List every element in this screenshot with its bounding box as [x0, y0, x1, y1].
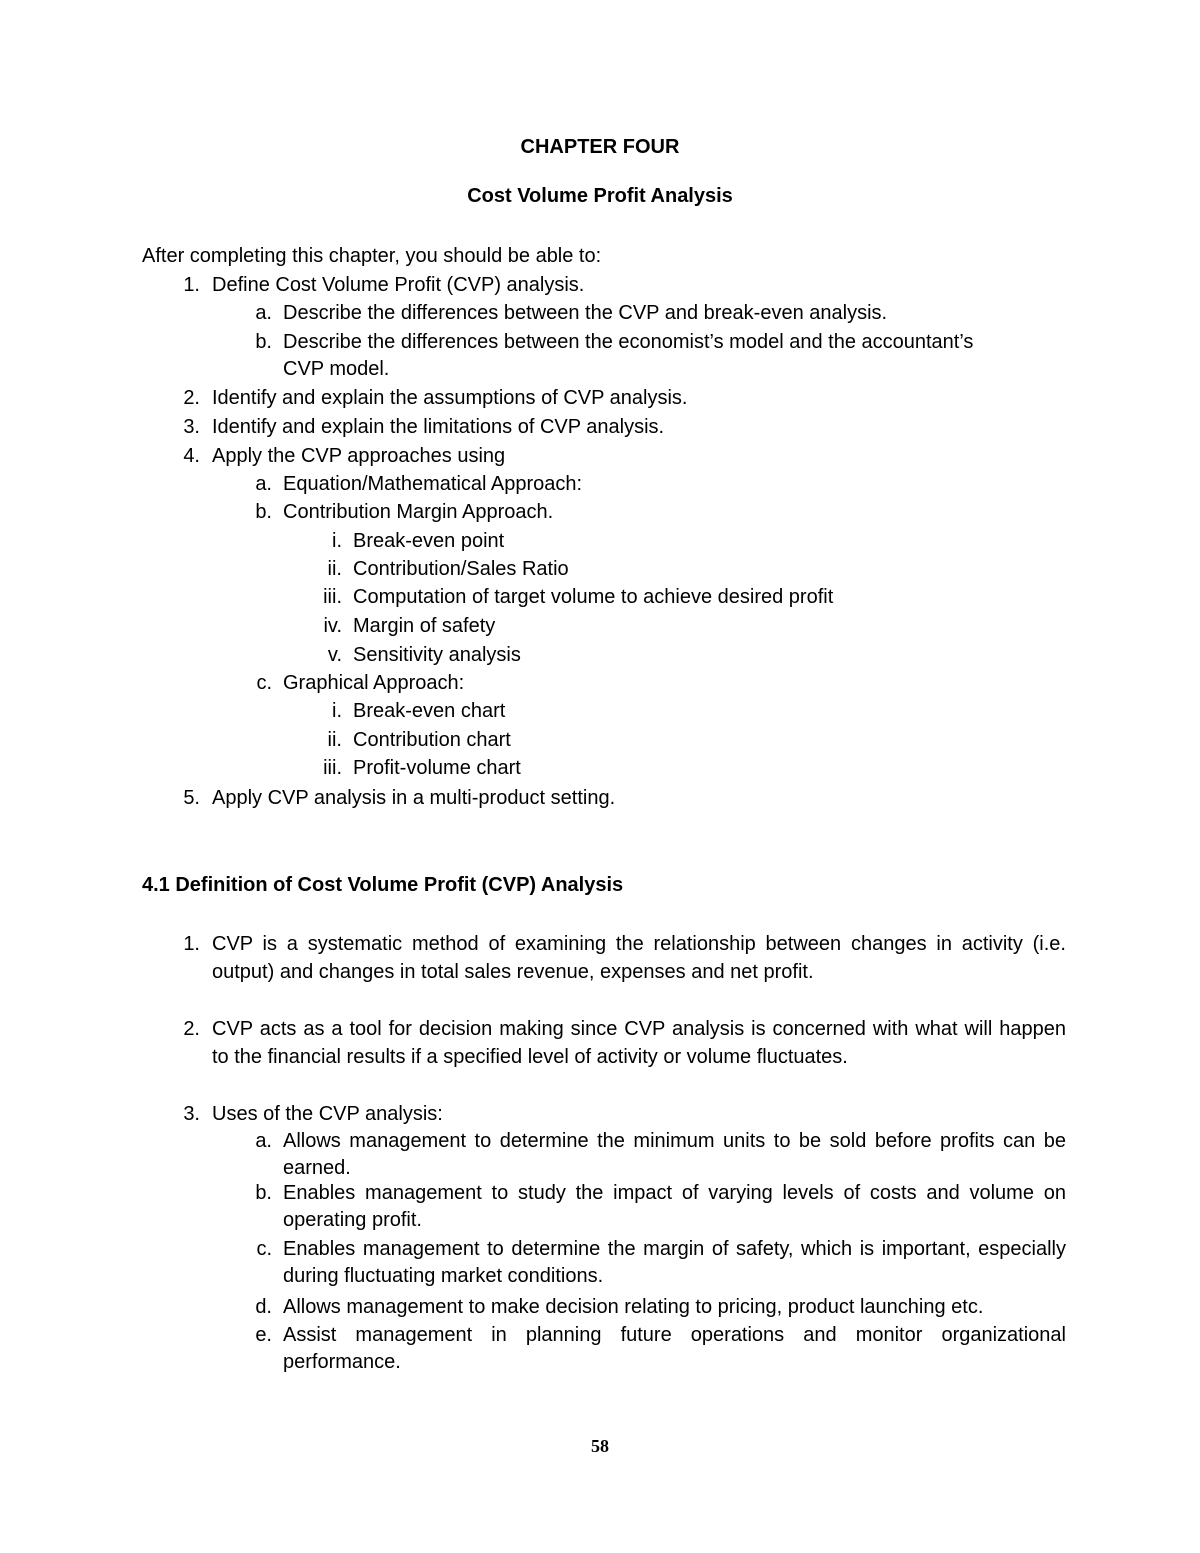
list-marker: c.: [256, 672, 272, 694]
list-marker: iii.: [323, 586, 342, 608]
list-marker: b.: [255, 501, 272, 523]
list-marker: 2.: [183, 387, 200, 409]
list-text: Margin of safety: [353, 615, 496, 637]
chapter-subtitle: Cost Volume Profit Analysis: [467, 185, 733, 207]
list-marker: ii.: [327, 729, 342, 751]
list-marker: i.: [332, 530, 342, 552]
list-text: CVP acts as a tool for decision making since CVP analysis is concerned with what will happen to the financial results if a specified level of activity or volume fluctuates.: [212, 1018, 1066, 1068]
list-text: Profit-volume chart: [353, 757, 521, 779]
list-text: Break-even chart: [353, 700, 506, 722]
list-text: Enables management to study the impact of varying levels of costs and volume on operating profit.: [283, 1182, 1066, 1231]
list-marker: a.: [255, 473, 272, 495]
list-text: CVP model.: [283, 358, 390, 380]
list-text: Uses of the CVP analysis:: [212, 1103, 443, 1125]
list-marker: ii.: [327, 558, 342, 580]
list-text: Contribution chart: [353, 729, 511, 751]
list-text: Allows management to make decision relating to pricing, product launching etc.: [283, 1296, 984, 1318]
list-text: Equation/Mathematical Approach:: [283, 473, 583, 495]
list-text: Assist management in planning future operations and monitor organizational performance.: [283, 1324, 1066, 1373]
page-number: 58: [591, 1436, 609, 1456]
list-marker: iii.: [323, 757, 342, 779]
list-marker: d.: [255, 1296, 272, 1318]
list-marker: i.: [332, 700, 342, 722]
list-text: Define Cost Volume Profit (CVP) analysis.: [212, 274, 585, 296]
list-text: Enables management to determine the margin of safety, which is important, especially during fluctuating market conditions.: [283, 1238, 1066, 1287]
chapter-title: CHAPTER FOUR: [520, 136, 680, 158]
list-marker: iv.: [323, 615, 342, 637]
list-marker: 1.: [183, 933, 200, 955]
list-text: Sensitivity analysis: [353, 644, 521, 666]
list-text: Describe the differences between the CVP and break-even analysis.: [283, 302, 888, 324]
list-marker: 3.: [183, 1103, 200, 1125]
section-heading: 4.1 Definition of Cost Volume Profit (CVP) Analysis: [142, 874, 624, 896]
list-marker: a.: [255, 302, 272, 324]
list-marker: 1.: [183, 274, 200, 296]
list-text: Identify and explain the assumptions of CVP analysis.: [212, 387, 688, 409]
list-marker: a.: [255, 1130, 272, 1152]
list-text: Break-even point: [353, 530, 505, 552]
list-marker: b.: [255, 331, 272, 353]
list-text: Apply the CVP approaches using: [212, 445, 506, 467]
list-text: Contribution/Sales Ratio: [353, 558, 569, 580]
list-text: Allows management to determine the minimum units to be sold before profits can be earned.: [283, 1130, 1066, 1179]
list-text: Computation of target volume to achieve desired profit: [353, 586, 834, 608]
list-marker: 3.: [183, 416, 200, 438]
list-marker: 5.: [183, 787, 200, 809]
list-text: Apply CVP analysis in a multi-product setting.: [212, 787, 616, 809]
list-marker: 4.: [183, 445, 200, 467]
list-text: Graphical Approach:: [283, 672, 465, 694]
list-marker: e.: [255, 1324, 272, 1346]
list-marker: v.: [327, 644, 342, 666]
list-text: Contribution Margin Approach.: [283, 501, 554, 523]
list-marker: 2.: [183, 1018, 200, 1040]
list-text: Identify and explain the limitations of CVP analysis.: [212, 416, 665, 438]
objectives-intro: After completing this chapter, you should be able to:: [142, 245, 602, 267]
list-marker: c.: [256, 1238, 272, 1260]
list-text: CVP is a systematic method of examining the relationship between changes in activity (i.e. output) and changes in total sales revenue, expenses and net profit.: [212, 933, 1066, 983]
list-marker: b.: [255, 1182, 272, 1204]
list-text: Describe the differences between the economist’s model and the accountant’s: [283, 331, 974, 353]
